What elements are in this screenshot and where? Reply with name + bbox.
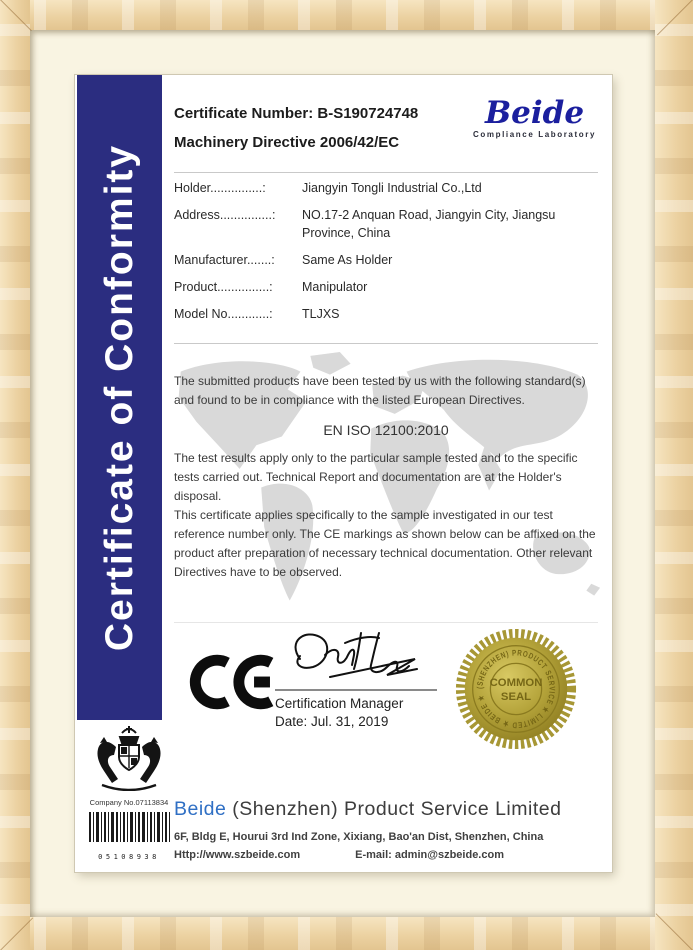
footer-email: E-mail: admin@szbeide.com <box>355 849 504 861</box>
results-paragraph: The test results apply only to the particular sample tested and to the specific tests carried out. Technical Report and documentation are at the Holder's disposal. <box>174 451 578 503</box>
frame-bottom <box>0 917 693 950</box>
footer-company-blue: Beide <box>174 798 227 820</box>
certificate-number-line: Certificate Number: B-S190724748 <box>174 105 419 122</box>
seal-center-line1: COMMON <box>489 677 543 690</box>
signature-block <box>275 625 445 731</box>
frame-right <box>655 0 693 950</box>
signature-date: Date: Jul. 31, 2019 <box>275 714 389 729</box>
beide-logo <box>473 97 596 139</box>
seal-ring-text: (SHENZHEN) PRODUCT SERVICE ★ LIMITED ★ BEIDE ★ <box>475 648 557 730</box>
registration-column <box>83 725 175 861</box>
field-row-address <box>174 206 598 242</box>
ce-mark-icon <box>187 653 275 711</box>
results-scope-paragraphs <box>174 449 598 582</box>
signer-title: Certification Manager <box>275 696 404 711</box>
intro-paragraph: The submitted products have been tested by us with the following standard(s) and found to be in compliance with the listed European Directives. <box>174 374 586 407</box>
royal-crest-icon <box>92 725 166 791</box>
logo-tagline: Compliance Laboratory <box>473 130 596 139</box>
field-label: Model No............: <box>174 307 273 321</box>
field-row-holder <box>174 179 598 197</box>
header-block <box>174 99 504 157</box>
gold-seal <box>452 625 580 753</box>
barcode-digits: 05108938 <box>98 853 160 861</box>
field-row-product <box>174 278 598 296</box>
footer-divider <box>174 622 598 623</box>
title-banner <box>77 75 162 720</box>
certificate-title: Certificate of Conformity <box>97 143 141 652</box>
seal-center-line2: SEAL <box>500 690 532 703</box>
field-row-model <box>174 305 598 323</box>
section-divider <box>174 343 598 344</box>
field-label: Manufacturer.......: <box>174 253 275 267</box>
frame-left <box>0 0 30 950</box>
footer-links <box>174 849 504 861</box>
standard-line: EN ISO 12100:2010 <box>323 422 449 438</box>
field-value: TLJXS <box>302 307 340 321</box>
logo-wordmark: Beide <box>484 95 585 131</box>
footer-company-name <box>174 798 561 821</box>
directive-line: Machinery Directive 2006/42/EC <box>174 134 400 151</box>
field-value: NO.17-2 Anquan Road, Jiangyin City, Jiangsu Province, China <box>302 208 556 240</box>
field-value: Manipulator <box>302 280 368 294</box>
field-value: Same As Holder <box>302 253 393 267</box>
scope-paragraph: This certificate applies specifically to the sample investigated in our test reference number only. The CE markings as shown below can be affixed on the product after preparation of necessary technical documentation. Other relevant Directives have to be observed. <box>174 508 596 579</box>
footer-website: Http://www.szbeide.com <box>174 849 301 861</box>
signature-divider <box>275 689 437 691</box>
footer-company-rest: (Shenzhen) Product Service Limited <box>226 798 562 820</box>
signature-graphic <box>275 625 440 683</box>
footer-address: 6F, Bldg E, Hourui 3rd Ind Zone, Xixiang, Bao'an Dist, Shenzhen, China <box>174 831 544 843</box>
company-number: Company No.07113834 <box>89 798 169 807</box>
field-label: Holder...............: <box>174 181 266 195</box>
holder-fields <box>174 179 598 332</box>
certificate-paper <box>75 75 612 872</box>
frame-top <box>0 0 693 30</box>
barcode <box>83 812 175 861</box>
field-value: Jiangyin Tongli Industrial Co.,Ltd <box>302 181 482 195</box>
header-divider <box>174 172 598 173</box>
field-label: Address...............: <box>174 208 276 222</box>
field-row-manufacturer <box>174 251 598 269</box>
field-label: Product...............: <box>174 280 273 294</box>
